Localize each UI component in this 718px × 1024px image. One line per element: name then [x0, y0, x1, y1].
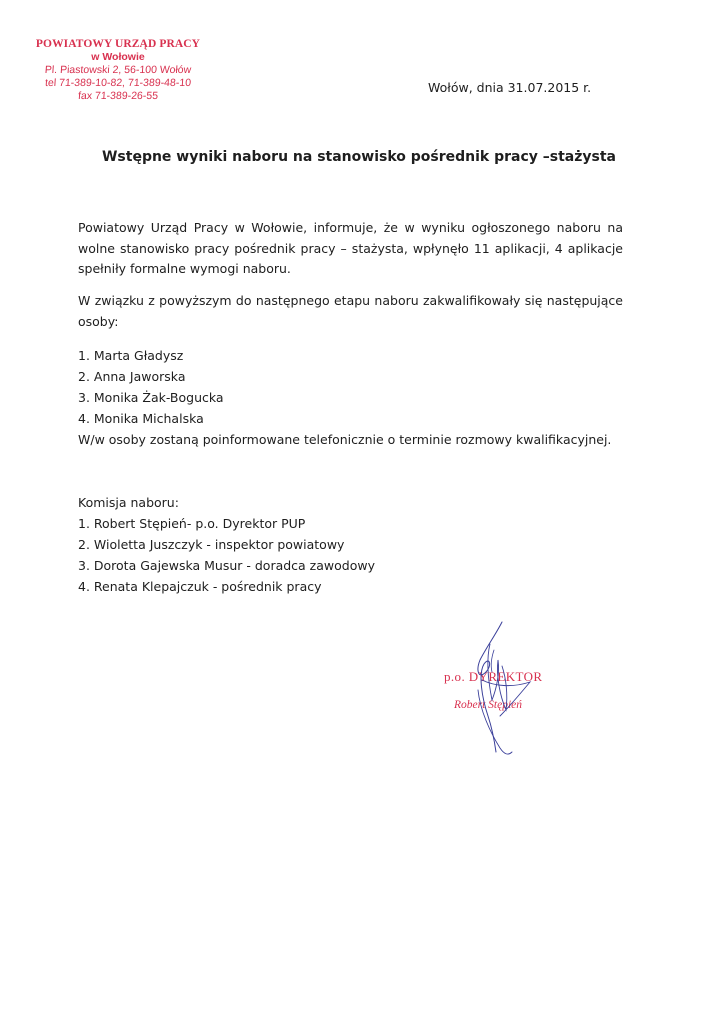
office-phones: tel 71-389-10-82, 71-389-48-10 [44, 77, 192, 89]
committee-member: 3. Dorota Gajewska Musur - doradca zawodowy [78, 558, 375, 573]
office-city: w Wołowie [91, 51, 145, 63]
committee-member: 4. Renata Klepajczuk - pośrednik pracy [78, 579, 322, 594]
document-title: Wstępne wyniki naboru na stanowisko pośrednik pracy –stażysta [101, 149, 616, 165]
candidate-item: 3. Monika Żak-Bogucka [78, 390, 224, 405]
director-stamp-name: Robert Stępień [454, 699, 523, 711]
intro-paragraph: Powiatowy Urząd Pracy w Wołowie, informuje, że w wyniku ogłoszonego naboru na wolne stanowisko pracy pośrednik pracy – stażysta, wpłynęło 11 aplikacji, 4 aplikacje spełniły formalne wymogi naboru. [78, 220, 623, 276]
candidate-item: 1. Marta Gładysz [78, 348, 184, 363]
committee-list [78, 513, 638, 597]
candidate-item: 2. Anna Jaworska [78, 369, 186, 384]
candidate-item: 4. Monika Michalska [78, 411, 204, 426]
qualified-paragraph: W związku z powyższym do następnego etapu naboru zakwalifikowały się następujące osoby: [78, 293, 623, 329]
candidate-list [78, 345, 638, 450]
handwritten-signature [420, 620, 600, 770]
director-stamp-title: p.o. DYREKTOR [444, 669, 543, 684]
office-header-stamp [28, 38, 208, 103]
notice-text: W/w osoby zostaną poinformowane telefonicznie o terminie rozmowy kwalifikacyjnej. [78, 432, 612, 447]
office-fax: fax 71-389-26-55 [77, 90, 159, 102]
office-address: Pl. Piastowski 2, 56-100 Wołów [44, 64, 192, 76]
committee-member: 2. Wioletta Juszczyk - inspektor powiatowy [78, 537, 345, 552]
committee-heading: Komisja naboru: [78, 495, 179, 510]
committee-member: 1. Robert Stępień- p.o. Dyrektor PUP [78, 516, 306, 531]
place-date: Wołów, dnia 31.07.2015 r. [428, 80, 592, 95]
office-name: POWIATOWY URZĄD PRACY [35, 38, 201, 50]
signature-block [420, 620, 600, 770]
